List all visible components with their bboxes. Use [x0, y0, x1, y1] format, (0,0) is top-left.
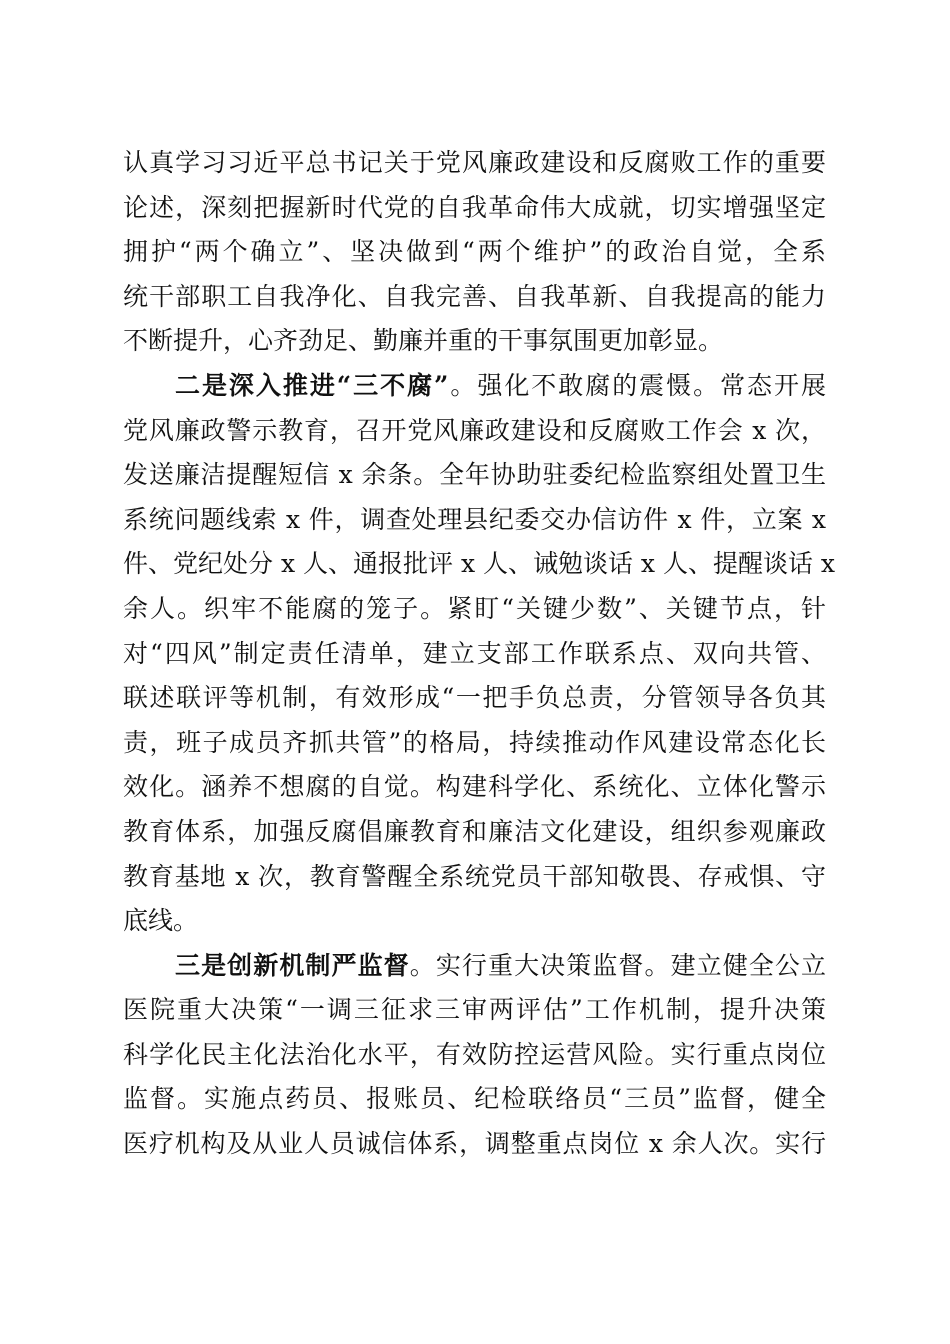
text-line: 余人。织牢不能腐的笼子。紧盯“关键少数”、关键节点，针 [123, 593, 826, 623]
text-line: 论述，深刻把握新时代党的自我革命伟大成就，切实增强坚定 [123, 192, 826, 222]
text-line: 认真学习习近平总书记关于党风廉政建设和反腐败工作的重要 [123, 148, 826, 177]
text-line: 责，班子成员齐抓共管”的格局，持续推动作风建设常态化长 [123, 727, 826, 757]
text-line: 不断提升，心齐劲足、勤廉并重的干事氛围更加彰显。 [123, 326, 724, 356]
paragraph-heading: 二是深入推进“三不腐” [175, 370, 449, 400]
paragraph-2 [123, 364, 836, 944]
paragraph-3 [123, 944, 826, 1167]
paragraph-heading: 三是创新机制严监督 [175, 950, 410, 980]
text-line: 发送廉洁提醒短信 x 余条。全年协助驻委纪检监察组处置卫生 [123, 460, 826, 490]
text-line: 统干部职工自我净化、自我完善、自我革新、自我提高的能力 [123, 281, 826, 311]
text-line: 党风廉政警示教育，召开党风廉政建设和反腐败工作会 x 次， [123, 415, 826, 445]
text-line: 监督。实施点药员、报账员、纪检联络员“三员”监督，健全 [123, 1084, 826, 1114]
text-line [123, 364, 826, 409]
text-line: 件、党纪处分 x 人、通报批评 x 人、诫勉谈话 x 人、提醒谈话 x [123, 549, 836, 579]
text-line: 教育体系，加强反腐倡廉教育和廉洁文化建设，组织参观廉政 [123, 816, 826, 846]
text-line: 医院重大决策“一调三征求三审两评估”工作机制，提升决策 [123, 995, 826, 1025]
text-line: 联述联评等机制，有效形成“一把手负总责，分管领导各负其 [123, 683, 826, 713]
text-span: 。实行重大决策监督。建立健全公立 [409, 950, 826, 980]
text-line [123, 944, 826, 989]
text-line: 系统问题线索 x 件，调查处理县纪委交办信访件 x 件，立案 x [123, 504, 826, 534]
text-line: 拥护“两个确立”、坚决做到“两个维护”的政治自觉，全系 [123, 237, 826, 267]
text-line: 对“四风”制定责任清单，建立支部工作联系点、双向共管、 [123, 638, 826, 668]
document-page [123, 141, 836, 1167]
text-line: 医疗机构及从业人员诚信体系，调整重点岗位 x 余人次。实行 [123, 1129, 826, 1159]
text-line: 底线。 [123, 906, 199, 936]
paragraph-1 [123, 141, 826, 364]
text-span: 。强化不敢腐的震慑。常态开展 [448, 370, 826, 400]
text-line: 科学化民主化法治化水平，有效防控运营风险。实行重点岗位 [123, 1039, 826, 1069]
text-line: 教育基地 x 次，教育警醒全系统党员干部知敬畏、存戒惧、守 [123, 861, 826, 891]
text-line: 效化。涵养不想腐的自觉。构建科学化、系统化、立体化警示 [123, 772, 826, 802]
